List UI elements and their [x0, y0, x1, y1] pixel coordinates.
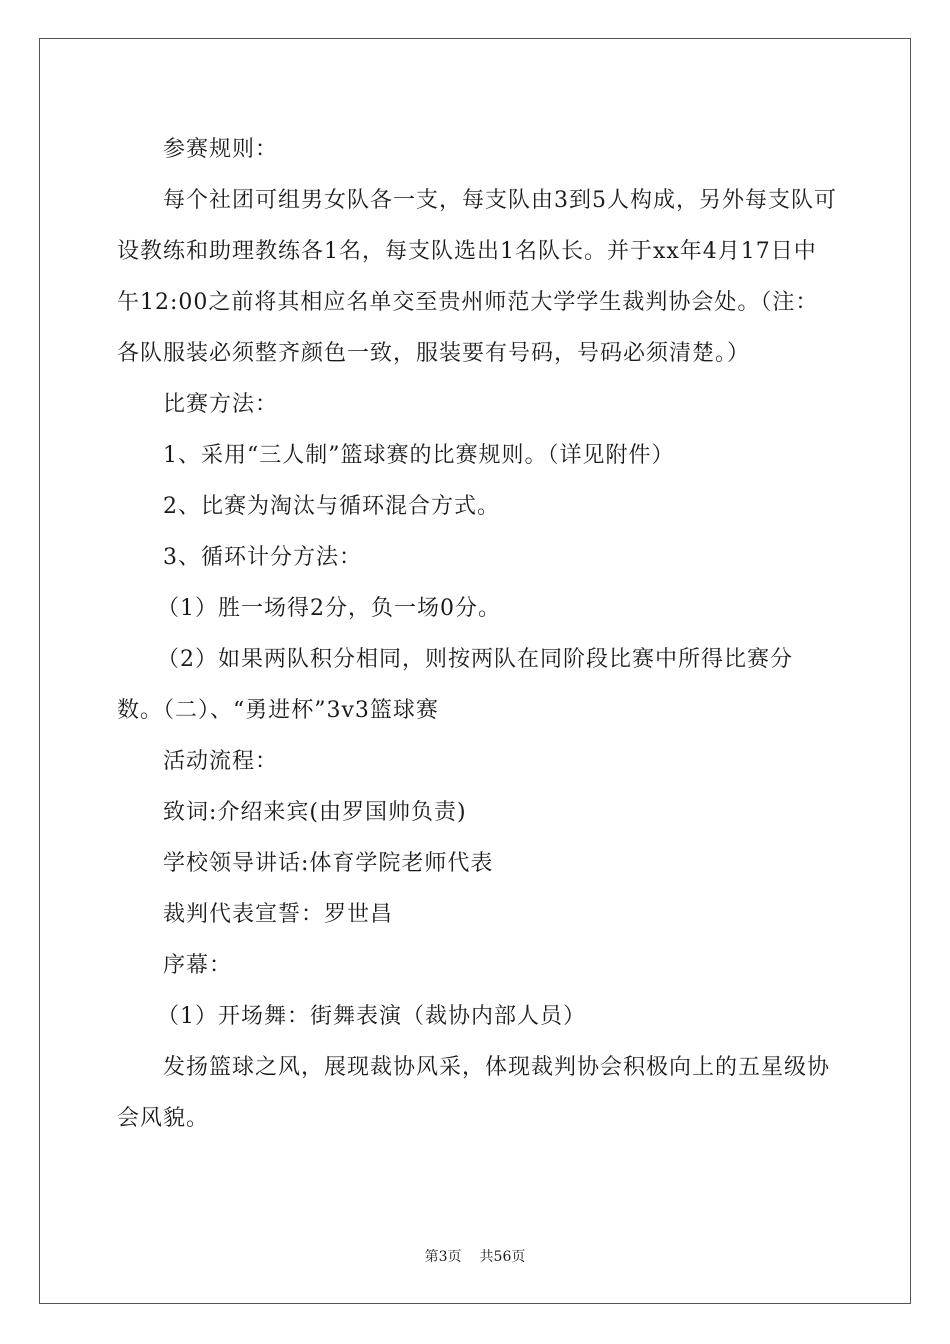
- paragraph-referee-oath: 裁判代表宣誓：罗世昌: [163, 902, 394, 927]
- paragraph-rules-body: 每个社团可组男女队各一支，每支队由3到5人构成，另外每支队可设教练和助理教练各1名，每支队选出1名队长。并于xx年4月17日中午12:00之前将其相应名单交至贵州师范大学学生裁判协会处。（注：各队服装必须整齐颜色一致，服装要有号码，号码必须清楚。）: [117, 188, 837, 366]
- page-number: 第3页: [424, 1249, 462, 1265]
- paragraph-leader-speech: 学校领导讲话:体育学院老师代表: [163, 851, 494, 876]
- document-body: [117, 124, 837, 1144]
- paragraph-method-3: 3、循环计分方法：: [163, 545, 362, 570]
- page-total: 共56页: [479, 1249, 526, 1265]
- page-footer: [0, 1246, 950, 1266]
- paragraph-method-1: 1、采用“三人制”篮球赛的比赛规则。（详见附件）: [163, 443, 675, 468]
- paragraph-method-2: 2、比赛为淘汰与循环混合方式。: [163, 494, 500, 519]
- paragraph-opening-speech: 致词:介绍来宾(由罗国帅负责): [163, 800, 467, 825]
- paragraph-prelude-heading: 序幕：: [163, 953, 233, 978]
- paragraph-method-heading: 比赛方法：: [163, 392, 279, 417]
- paragraph-scoring-2: （2）如果两队积分相同，则按两队在同阶段比赛中所得比赛分数。（二）、“勇进杯”3v3篮球赛: [117, 647, 793, 723]
- paragraph-opening-dance: （1）开场舞：街舞表演（裁协内部人员）: [157, 1004, 586, 1029]
- paragraph-rules-heading: 参赛规则：: [163, 137, 279, 162]
- paragraph-closing: 发扬篮球之风，展现裁协风采，体现裁判协会积极向上的五星级协会风貌。: [117, 1055, 831, 1131]
- paragraph-process-heading: 活动流程：: [163, 749, 279, 774]
- paragraph-scoring-1: （1）胜一场得2分，负一场0分。: [157, 596, 501, 621]
